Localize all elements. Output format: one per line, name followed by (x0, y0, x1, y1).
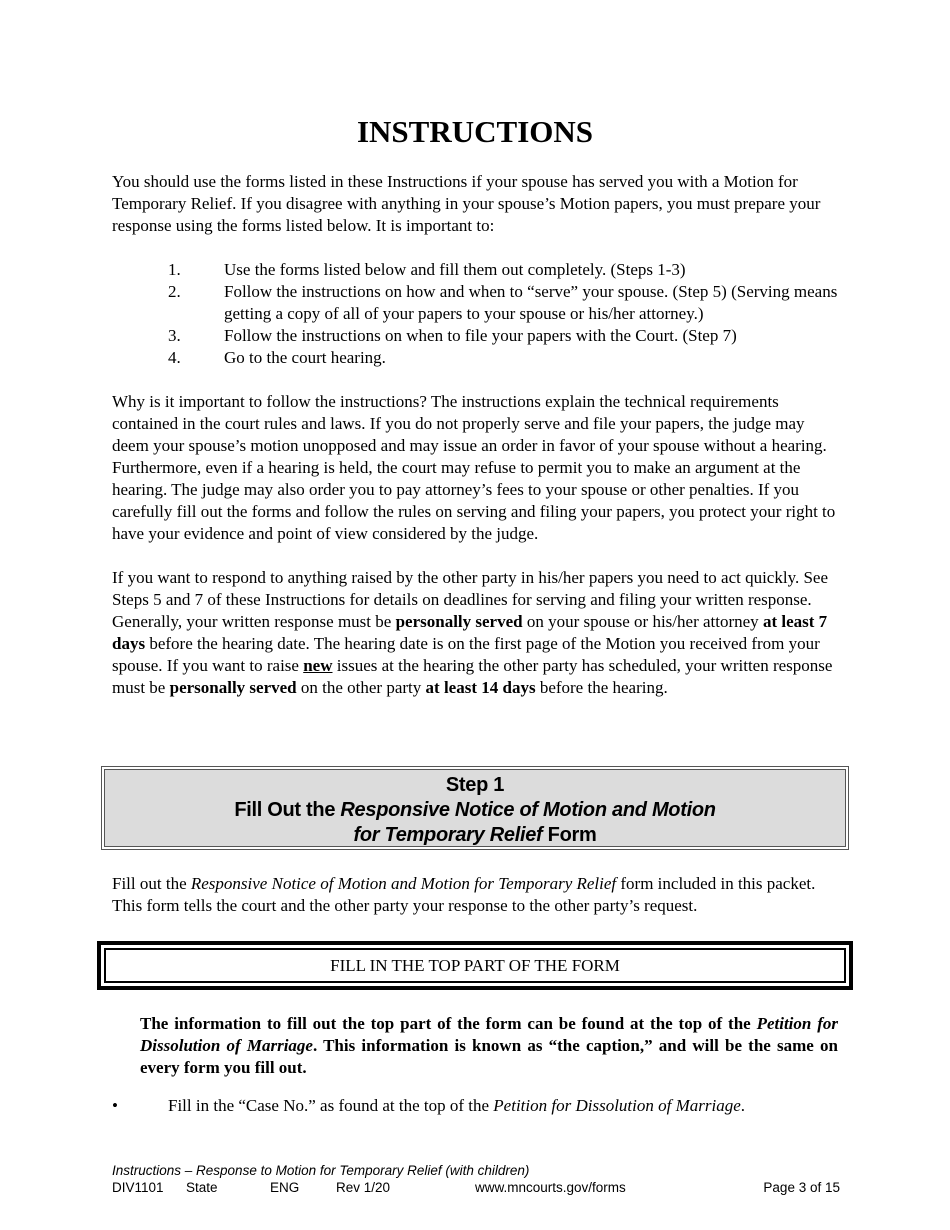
footer-title: Instructions – Response to Motion for Temporary Relief (with children) (112, 1163, 530, 1178)
page-title: INSTRUCTIONS (356, 114, 593, 149)
step1-heading (104, 769, 846, 847)
caption-note (140, 1013, 838, 1079)
respond-emphasis: at least 7 days (112, 612, 828, 653)
top-part-heading-box (97, 941, 853, 990)
step1-line3-form-name: for Temporary Relief (353, 824, 543, 846)
case-no-bullet (112, 1095, 852, 1117)
list-item-number: 1. (168, 260, 181, 279)
caption-form-name: Petition for Dissolution of Marriage (140, 1014, 838, 1055)
fill-form-name: Responsive Notice of Motion and Motion for Temporary Relief (190, 874, 617, 893)
list-item-text: Follow the instructions on how and when to “serve” your spouse. (Step 5) (Serving means getting a copy of all of your papers to your spouse or his/her attorney.) (224, 282, 838, 323)
list-item (112, 281, 852, 325)
bullet-text-part: Fill in the “Case No.” as found at the top of the (168, 1096, 494, 1115)
respond-text: issues at the hearing the other party has scheduled, your written response must be (112, 656, 833, 697)
respond-emphasis: personally served (395, 612, 523, 631)
step1-heading-box (101, 766, 849, 850)
list-item (112, 259, 852, 281)
fill-text: Fill out the (112, 874, 191, 893)
list-item (112, 325, 852, 347)
caption-text: The information to fill out the top part of the form can be found at the top of the (140, 1014, 757, 1033)
footer-row (112, 1179, 840, 1196)
footer-form-code: DIV1101 (112, 1180, 164, 1195)
bullet-text-part: . (740, 1096, 745, 1115)
step1-line2-form-name: Responsive Notice of Motion and Motion (340, 799, 716, 821)
respond-text: on your spouse or his/her attorney (522, 612, 763, 631)
list-item-text: Go to the court hearing. (224, 348, 386, 367)
caption-text: . This information is known as “the caption,” and will be the same on every form you fill out. (140, 1036, 838, 1077)
bullet-form-name: Petition for Dissolution of Marriage (493, 1096, 741, 1115)
list-item-number: 2. (168, 282, 181, 301)
fill-out-paragraph (112, 873, 840, 917)
step1-line2 (105, 798, 845, 823)
respond-underline: new (303, 656, 333, 675)
list-item-number: 3. (168, 326, 181, 345)
respond-text: If you want to respond to anything raised by the other party in his/her papers you need to act quickly. See Steps 5 and 7 of these Instructions for details on deadlines for serving and filing your written response. Generally, your written response must be (112, 568, 829, 631)
respond-paragraph (112, 567, 840, 699)
step1-line2-text: Fill Out the (234, 799, 341, 821)
list-item-text: Use the forms listed below and fill them out completely. (Steps 1-3) (224, 260, 686, 279)
bullet-text (168, 1095, 745, 1117)
footer-page-number: Page 3 of 15 (763, 1180, 840, 1195)
footer-language: ENG (270, 1180, 300, 1195)
step1-line3 (105, 823, 845, 848)
why-paragraph: Why is it important to follow the instructions? The instructions explain the technical requirements contained in the court rules and laws. If you do not properly serve and file your papers, the judge may deem your spouse’s motion unopposed and may issue an order in favor of your spouse without a hearing. Furthermore, even if a hearing is held, the court may refuse to permit you to make an argument at the hearing. The judge may also order you to pay attorney’s fees to your spouse or other penalties. If you carefully fill out the forms and follow the rules on serving and filing your papers, you protect your right to have your evidence and point of view considered by the judge. (112, 392, 836, 543)
footer-url: www.mncourts.gov/forms (475, 1180, 626, 1195)
respond-text: on the other party (296, 678, 426, 697)
list-item-text: Follow the instructions on when to file your papers with the Court. (Step 7) (224, 326, 737, 345)
fill-text: form included in this packet. This form tells the court and the other party your response to the other party’s request. (112, 874, 816, 915)
respond-emphasis: personally served (169, 678, 297, 697)
page-footer (112, 1162, 840, 1196)
step1-line3-text: Form (542, 824, 597, 846)
steps-list (112, 259, 852, 369)
respond-text: before the hearing date. The hearing date is on the first page of the Motion you received from your spouse. If you want to raise (112, 634, 820, 675)
list-item-number: 4. (168, 348, 181, 367)
step1-label: Step 1 (445, 774, 505, 796)
top-part-heading: FILL IN THE TOP PART OF THE FORM (104, 948, 846, 983)
intro-paragraph: You should use the forms listed in these Instructions if your spouse has served you with a Motion for Temporary Relief. If you disagree with anything in your spouse’s Motion papers, you must prepare your response using the forms listed below. It is important to: (112, 172, 821, 235)
footer-revision: Rev 1/20 (336, 1180, 391, 1195)
bullet-symbol: • (112, 1096, 118, 1115)
list-item (112, 347, 852, 369)
footer-state: State (186, 1180, 218, 1195)
respond-emphasis: at least 14 days (425, 678, 536, 697)
respond-text: before the hearing. (535, 678, 668, 697)
